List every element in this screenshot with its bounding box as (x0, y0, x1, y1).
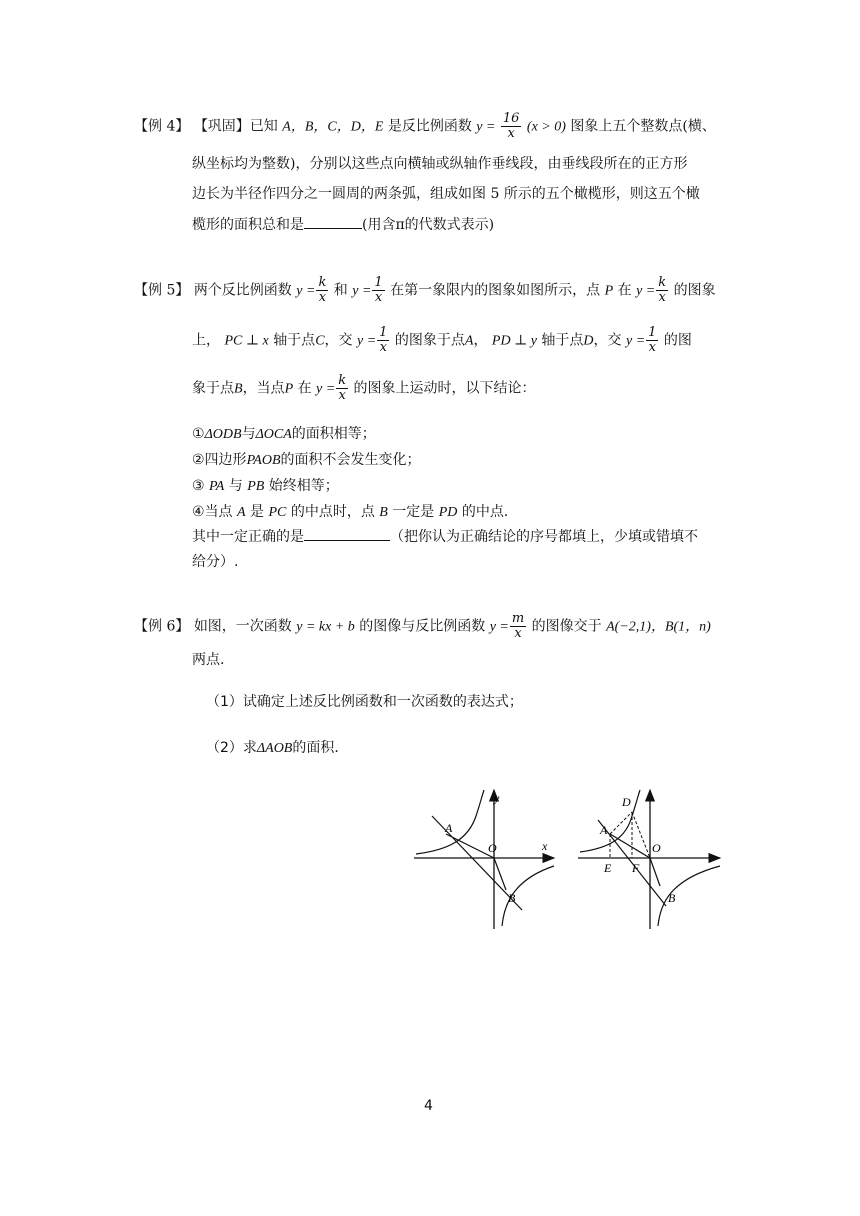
ex5-question (192, 526, 698, 547)
label-y: y (494, 791, 500, 805)
ex5-text: 的图象 (673, 282, 716, 299)
hyperbola-branch-upper-left (580, 790, 640, 852)
ex5-question-end: 给分）. (192, 554, 239, 570)
ex4-text: (用含π的代数式表示) (362, 217, 495, 233)
ex5-claim-4 (192, 502, 518, 523)
label-O: O (488, 841, 497, 855)
ex5-frac-1 (377, 326, 389, 355)
claim-text: 的中点． (461, 504, 518, 520)
den: x (338, 388, 346, 403)
den: x (648, 340, 656, 355)
ex5-y: y = (352, 283, 372, 299)
figure-1 (408, 786, 558, 932)
ex6-question-2 (206, 738, 348, 759)
question-text: （把你认为正确结论的序号都填上，少填或错填不 (390, 529, 698, 545)
ex5-D: D (583, 333, 594, 349)
num: 1 (374, 275, 383, 290)
num: 1 (379, 325, 388, 340)
ex6-text: 如图，一次函数 (193, 618, 292, 635)
label-E: E (604, 861, 612, 875)
ex5-y: y = (625, 333, 646, 349)
ex4-cond: (x > 0) (526, 119, 566, 135)
claim-text: 的面积不会发生变化； (280, 452, 421, 468)
label-B: B (668, 891, 676, 905)
question-math: ΔAOB (256, 741, 293, 756)
ex5-frac-1 (372, 276, 384, 305)
claim-text: 是 (250, 504, 265, 520)
ex5-line-1 (134, 276, 716, 305)
ex4-points: A，B，C，D，E (282, 119, 384, 135)
ex5-text: 在 (617, 282, 632, 299)
ex4-num: 16 (502, 111, 520, 126)
dashed-DO (632, 812, 650, 858)
claim-math: ΔODB (204, 427, 242, 442)
label-x: x (542, 839, 548, 853)
ex5-text: 的图象上运动时，以下结论： (353, 380, 536, 397)
ex4-tag: 【巩固】 (193, 118, 250, 135)
segment-OB (650, 858, 660, 886)
segment-OB (494, 858, 506, 890)
ex4-label: 【例 4】 (134, 118, 190, 135)
ex5-text: ，交 (324, 332, 353, 349)
ex5-frac-k (656, 276, 668, 305)
ex5-B: B (234, 381, 243, 397)
ex5-text: 和 (333, 282, 348, 299)
ex6-y: y = (489, 619, 509, 635)
ex4-line-3: 边长为半径作四分之一圆周的两条弧，组成如图 5 所示的五个橄榄形，则这五个橄 (192, 186, 700, 202)
ex4-text: 是反比例函数 (387, 118, 472, 135)
claim-math: PB (247, 479, 265, 494)
ex4-line-4 (192, 214, 494, 235)
ex4-text: 图象上五个整数点(横、 (570, 118, 716, 135)
label-F: F (632, 861, 640, 875)
ex4-text: 已知 (249, 118, 278, 135)
ex5-text: 的图象于点 (394, 332, 465, 349)
ex4-fraction (501, 112, 522, 141)
ex6-point-B: ，B(1，n) (650, 619, 711, 635)
ex5-line-3 (192, 374, 536, 403)
question-text: 其中一定正确的是 (192, 529, 304, 545)
claim-text: 始终相等； (268, 478, 339, 494)
ex5-text: ，交 (593, 332, 622, 349)
label-A: A (445, 821, 453, 835)
den: x (374, 290, 383, 305)
claim-text: ②四边形 (192, 452, 247, 468)
ex6-line-1 (134, 612, 711, 641)
ex5-y: y = (356, 333, 377, 349)
ex6-text: 的图像与反比例函数 (359, 618, 486, 635)
claim-num: ③ (192, 478, 205, 494)
label-B: B (508, 891, 516, 905)
ex5-y: y = (636, 283, 656, 299)
ex5-PD: PD ⊥ y (491, 333, 537, 349)
ex6-point-A: A(−2,1) (606, 619, 651, 635)
num: 1 (648, 325, 657, 340)
answer-blank[interactable] (304, 526, 390, 541)
ex5-text: 上， (192, 332, 220, 349)
claim-num: ① (192, 426, 205, 442)
segment-AO (610, 834, 650, 858)
ex5-text: 的图 (663, 332, 692, 349)
claim-math: PD (438, 505, 458, 520)
den: x (514, 626, 522, 641)
ex5-text: 象于点 (192, 380, 234, 397)
ex5-text: 在 (297, 380, 312, 397)
claim-math: PA (209, 479, 225, 494)
question-text: 的面积． (292, 740, 349, 756)
ex5-frac-k (336, 374, 348, 403)
num: k (338, 373, 347, 388)
ex5-y: y = (316, 381, 336, 397)
ex6-text: 的图像交于 (531, 618, 602, 635)
label-D: D (622, 795, 631, 809)
ex5-A: A (464, 333, 474, 349)
den: x (379, 340, 387, 355)
ex4-line-1 (134, 112, 716, 141)
claim-math: A (237, 505, 246, 520)
label-O: O (652, 841, 661, 855)
ex6-linear: y = kx + b (296, 619, 355, 635)
den: x (658, 290, 666, 305)
claim-math: PC (268, 505, 287, 520)
ex5-label: 【例 5】 (134, 282, 190, 299)
claim-text: 的中点时，点 (290, 504, 375, 520)
claim-text: ④当点 (192, 504, 233, 520)
claim-text: 与 (241, 426, 256, 442)
claim-text: 的面积相等； (291, 426, 376, 442)
claim-math: PAOB (246, 453, 281, 468)
segment-AO (446, 834, 494, 858)
dashed-AD (610, 812, 632, 834)
ex6-frac-m (510, 612, 526, 641)
ex4-text: 榄形的面积总和是 (192, 217, 304, 233)
ex5-claim-3 (192, 476, 339, 497)
ex4-line-2: 纵坐标均为整数)，分别以这些点向横轴或纵轴作垂线段，由垂线段所在的正方形 (192, 156, 688, 172)
answer-blank[interactable] (304, 214, 362, 229)
num: m (511, 611, 525, 626)
claim-text: 与 (228, 478, 243, 494)
ex4-den: x (507, 126, 515, 141)
question-text: （2）求 (206, 740, 257, 756)
ex5-text: 两个反比例函数 (193, 282, 292, 299)
ex5-claim-2 (192, 450, 421, 471)
claim-math: ΔOCA (255, 427, 292, 442)
ex5-C: C (315, 333, 325, 349)
den: x (318, 290, 327, 305)
ex5-text: ， (473, 332, 488, 349)
ex5-claim-1 (192, 424, 376, 445)
page-number: 4 (424, 1098, 433, 1114)
ex5-y: y = (296, 283, 316, 299)
num: k (318, 275, 327, 290)
ex5-text: 轴于点 (273, 332, 316, 349)
ex6-line-2: 两点. (192, 652, 225, 668)
num: k (658, 275, 667, 290)
ex5-line-2 (192, 326, 692, 355)
figure-2 (574, 786, 724, 932)
ex6-question-1: （1）试确定上述反比例函数和一次函数的表达式； (206, 694, 523, 710)
ex5-text: 在第一象限内的图象如图所示，点 (390, 282, 601, 299)
ex5-PC: PC ⊥ x (224, 333, 269, 349)
ex5-frac-1 (646, 326, 658, 355)
ex5-frac-k (316, 276, 328, 305)
ex5-P: P (284, 381, 294, 397)
ex6-label: 【例 6】 (134, 618, 190, 635)
ex4-y: y = (476, 119, 496, 135)
ex5-text: ，当点 (242, 380, 285, 397)
claim-text: 一定是 (392, 504, 435, 520)
label-A: A (600, 823, 608, 837)
ex5-text: 轴于点 (541, 332, 584, 349)
ex5-P: P (604, 283, 614, 299)
claim-math: B (379, 505, 388, 520)
